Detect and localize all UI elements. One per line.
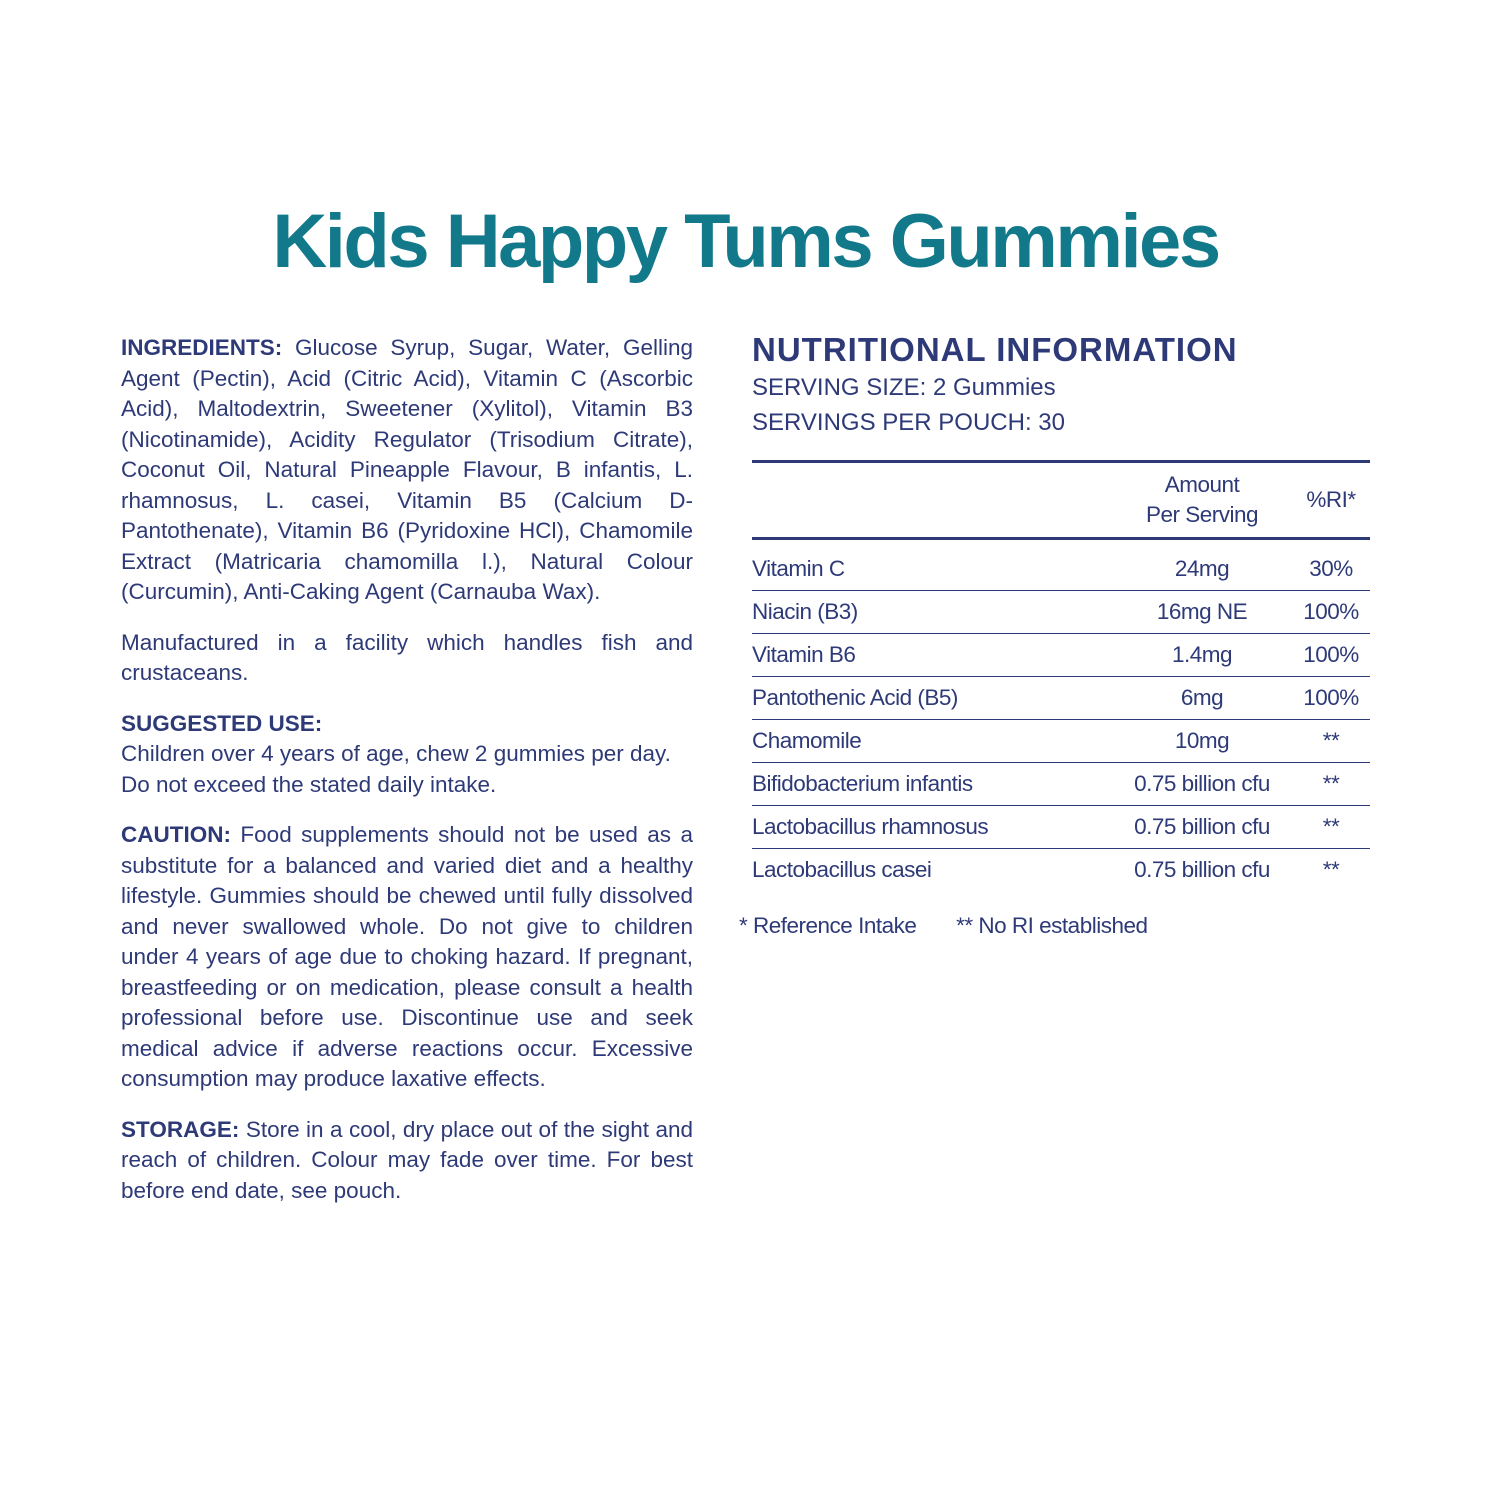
nutrient-ri: 100%	[1303, 599, 1359, 624]
nutrition-table	[752, 460, 1370, 891]
nutrient-name: Pantothenic Acid (B5)	[752, 685, 958, 710]
nutrition-heading: NUTRITIONAL INFORMATION	[752, 331, 1238, 368]
storage-label: STORAGE:	[121, 1116, 240, 1142]
nutrient-amount: 0.75 billion cfu	[1134, 814, 1270, 839]
nutrient-name: Lactobacillus casei	[752, 857, 932, 882]
servings-per-pouch: SERVINGS PER POUCH: 30	[752, 409, 1065, 436]
nutrient-name: Niacin (B3)	[752, 599, 858, 624]
nutrition-footnotes	[739, 913, 1148, 939]
nutrient-name: Vitamin C	[752, 556, 845, 581]
serving-size: SERVING SIZE: 2 Gummies	[752, 374, 1056, 401]
nutrient-ri: **	[1322, 857, 1340, 882]
header-amount-line2: Per Serving	[1145, 502, 1259, 527]
nutrient-amount: 0.75 billion cfu	[1134, 771, 1270, 796]
nutrient-amount: 1.4mg	[1171, 642, 1233, 667]
ingredients-label: INGREDIENTS:	[121, 335, 283, 360]
nutrient-ri: 100%	[1303, 642, 1359, 667]
nutrient-amount: 24mg	[1174, 556, 1230, 581]
header-ri: %RI*	[1306, 487, 1356, 512]
caution-label: CAUTION:	[121, 822, 231, 847]
nutrient-ri: **	[1322, 728, 1340, 753]
nutrition-panel	[752, 330, 1372, 891]
suggested-use-label: SUGGESTED USE:	[121, 710, 323, 736]
table-row	[752, 849, 1370, 892]
nutrient-name: Vitamin B6	[752, 642, 856, 667]
header-nutrient	[752, 462, 1112, 539]
allergen-note: Manufactured in a facility which handles fish and crustaceans.	[121, 629, 693, 685]
footnote-reference-intake: * Reference Intake	[739, 913, 917, 938]
table-row	[752, 720, 1370, 763]
nutrient-amount: 16mg NE	[1156, 599, 1248, 624]
ingredients-text: Glucose Syrup, Sugar, Water, Gelling Agent (Pectin), Acid (Citric Acid), Vitamin C (Ascorbic Acid), Maltodextrin, Sweetener (Xylitol), Vitamin B3 (Nicotinamide), Acidity Regulator (Trisodium Citrate), Coconut Oil, Natural Pineapple Flavour, B infantis, L. rhamnosus, L. casei, Vitamin B5 (Calcium D-Pantothenate), Vitamin B6 (Pyridoxine HCl), Chamomile Extract (Matricaria chamomilla l.), Natural Colour (Curcumin), Anti-Caking Agent (Carnauba Wax).	[121, 335, 693, 604]
footnote-no-ri: ** No RI established	[956, 913, 1148, 938]
table-row	[752, 677, 1370, 720]
storage-paragraph	[121, 1115, 693, 1207]
table-row	[752, 806, 1370, 849]
caution-text: Food supplements should not be used as a substitute for a balanced and varied diet and a healthy lifestyle. Gummies should be chewed until fully dissolved and never swallowed whole. Do not give to children under 4 years of age due to choking hazard. If pregnant, breastfeeding or on medication, please consult a health professional before use. Discontinue use and seek medical advice if adverse reactions occur. Excessive consumption may produce laxative effects.	[121, 822, 693, 1091]
table-row	[752, 763, 1370, 806]
header-amount-line1: Amount	[1164, 472, 1240, 497]
suggested-use-text: Children over 4 years of age, chew 2 gummies per day. Do not exceed the stated daily intake.	[121, 741, 671, 797]
storage-text: Store in a cool, dry place out of the sight and reach of children. Colour may fade over time. For best before end date, see pouch.	[121, 1116, 693, 1203]
nutrient-amount: 6mg	[1180, 685, 1224, 710]
nutrient-ri: **	[1322, 814, 1340, 839]
page-title: Kids Happy Tums Gummies	[272, 199, 1219, 284]
ingredients-paragraph	[121, 333, 693, 608]
nutrient-ri: 100%	[1303, 685, 1359, 710]
nutrient-name: Bifidobacterium infantis	[752, 771, 973, 796]
table-row	[752, 539, 1370, 591]
nutrient-ri: **	[1322, 771, 1340, 796]
nutrient-name: Lactobacillus rhamnosus	[752, 814, 989, 839]
suggested-use-section	[121, 709, 693, 801]
table-row	[752, 591, 1370, 634]
nutrient-amount: 10mg	[1174, 728, 1230, 753]
product-info-column	[121, 333, 693, 1226]
nutrient-name: Chamomile	[752, 728, 862, 753]
header-amount	[1112, 462, 1292, 539]
nutrient-amount: 0.75 billion cfu	[1134, 857, 1270, 882]
nutrient-ri: 30%	[1309, 556, 1353, 581]
nutrition-table-header	[752, 462, 1370, 539]
table-row	[752, 634, 1370, 677]
caution-paragraph	[121, 820, 693, 1095]
